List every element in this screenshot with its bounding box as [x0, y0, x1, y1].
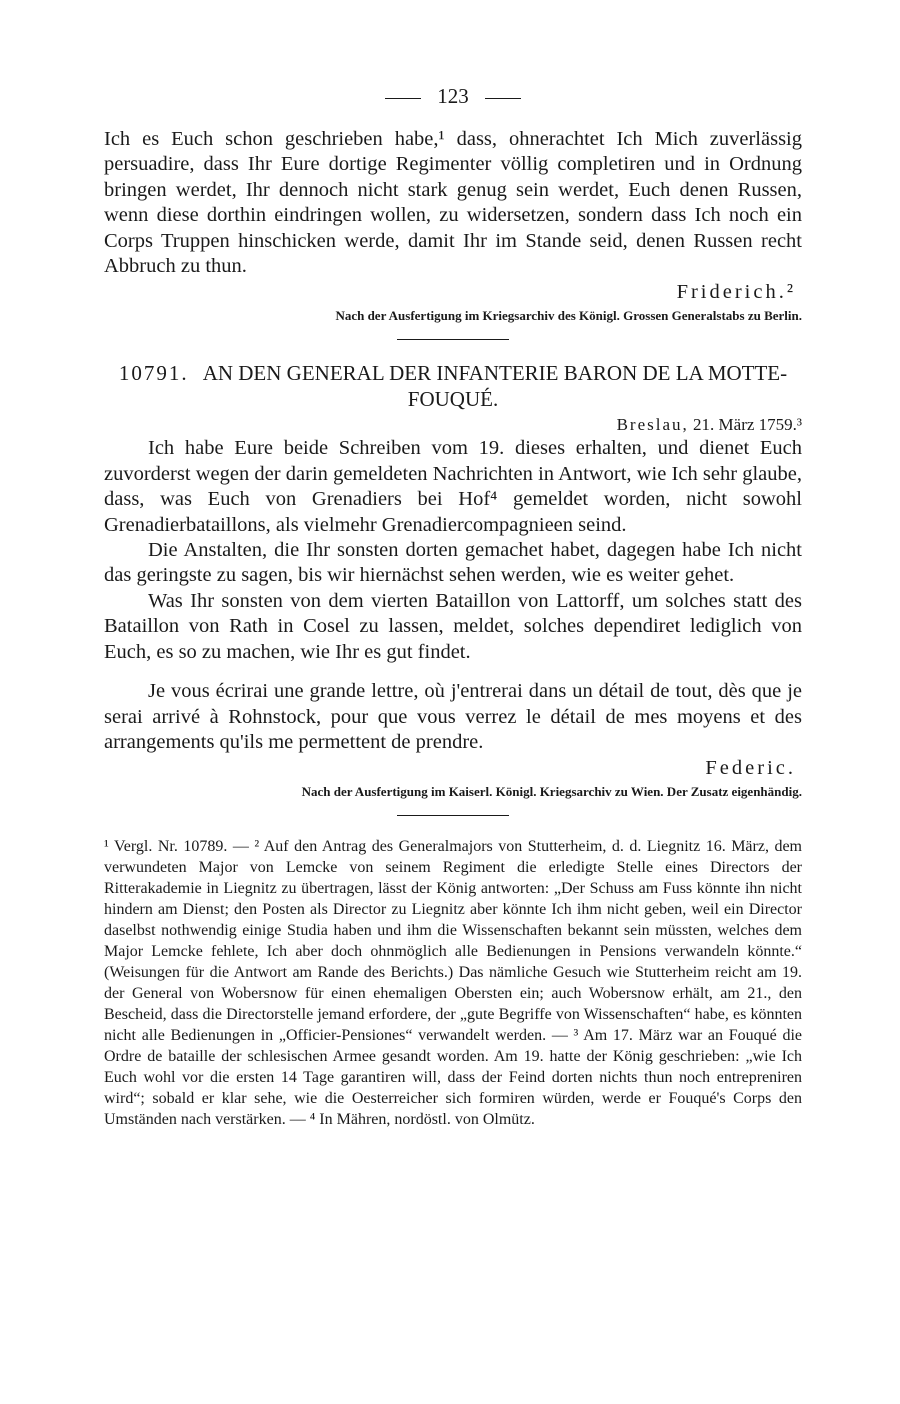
- letter-paragraph: Ich habe Eure beide Schreiben vom 19. dieses erhalten, und dienet Euch zuvorderst wegen der darin gemeldeten Nachrichten in Antwort, wie Ich sehr glaube, dass, was Euch von Grenadiers bei Hof⁴ gemeldet worden, nicht sowohl Grenadierbataillons, als vielmehr Grenadiercompagnieen seind.: [104, 437, 802, 536]
- footnotes: [104, 836, 802, 1130]
- postscript-paragraph: Je vous écrirai une grande lettre, où j'entrerai dans un détail de tout, dès que je serai arrivé à Rohnstock, pour que vous verrez le détail de mes moyens et des arrangements qu'ils me permettent de prendre.: [104, 680, 802, 753]
- section-divider: [397, 339, 509, 340]
- page-number: 123: [437, 84, 469, 108]
- letter-paragraph: Ich es Euch schon geschrieben habe,¹ dass, ohnerachtet Ich Mich zuverlässig persuadire, dass Ihr Eure dortige Regimenter völlig completiren und in Ordnung bringen werdet, Ihr dennoch nicht stark genug sein werdet, Euch denen Russen, wenn diese dorthin eindringen wollen, zu widersetzen, sondern dass Ich noch ein Corps Truppen hinschicken werde, damit Ihr im Stande seid, denen Russen recht Abbruch zu thun.: [104, 128, 802, 278]
- footnote-divider: [397, 815, 509, 816]
- source-note: Nach der Ausfertigung im Kaiserl. Königl. Kriegsarchiv zu Wien. Der Zusatz eigenhändig.: [301, 784, 802, 800]
- paragraph-gap: [104, 665, 802, 679]
- letter-paragraph: Was Ihr sonsten von dem vierten Bataillon von Lattorff, um solches statt des Bataillon von Rath in Cosel zu lassen, meldet, solches dependiret lediglich von Euch, es so zu machen, wie Ihr es gut findet.: [104, 589, 802, 663]
- dateline-place: Breslau,: [616, 415, 689, 435]
- dateline-date: 21. März 1759.³: [693, 415, 802, 435]
- footnote-text: ¹ Vergl. Nr. 10789. — ² Auf den Antrag des Generalmajors von Stutterheim, d. d. Liegnitz 16. März, dem verwundeten Major von Lemcke von seinem Regiment die erledigte Stelle eines Directors der Ritterakademie in Liegnitz zu übertragen, lässt der König antworten: „Der Schuss am Fuss könnte ihn nicht hindern am Dienst; den Posten als Director zu Liegnitz aber könnte Ich ihm nicht geben, weil ein Director daselbst nothwendig einige Studia haben und ihm die Wissenschaften bekannt sein müssten, welches dem Major Lemcke fehlete, Ich aber doch ohnmöglich alle Bedienungen in Pensions verwandeln könnte.“ (Weisungen für die Antwort am Rande des Berichts.) Das nämliche Gesuch wie Stutterheim reicht am 19. der General von Wobersnow für einen ehemaligen Obersten ein; auch Wobersnow erhält, am 21., den Bescheid, dass die Directorstelle jemand erfordere, der „gute Begriffe von Wissenschaften“ habe, es könnten nicht alle Bedienungen in „Officier-Pensiones“ verwandelt werden. — ³ Am 17. März war an Fouqué die Ordre de bataille der schlesischen Armee gesandt worden. Am 19. hatte der König geschrieben: „wie Ich Euch wohl vor die ersten 14 Tage garantiren will, dass der Feind dorten nichts thun noch entrepreniren wird“; sobald er klar sehe, wie die Oesterreicher sich formiren würden, werde er Fouqué's Corps den Umständen nach verstärken. — ⁴ In Mähren, nordöstl. von Olmütz.: [104, 838, 802, 1129]
- previous-letter-end: [104, 127, 802, 279]
- header-dash-right: [485, 98, 521, 99]
- signature-federic: Federic.: [705, 757, 796, 780]
- document-page: [104, 84, 802, 1130]
- page-header: [104, 84, 802, 109]
- source-note: Nach der Ausfertigung im Kriegsarchiv des Königl. Grossen Generalstabs zu Berlin.: [335, 308, 802, 324]
- signature-friderich: Friderich.²: [676, 281, 796, 304]
- letter-heading: [104, 360, 802, 412]
- letter-paragraph: Die Anstalten, die Ihr sonsten dorten gemachet habet, dagegen habe Ich nicht das geringste zu sagen, bis wir hiernächst sehen werden, wie es weiter gehet.: [104, 539, 802, 587]
- dateline: [104, 414, 802, 436]
- header-dash-left: [385, 98, 421, 99]
- letter-addressee: AN DEN GENERAL DER INFANTERIE BARON DE LA MOTTE-FOUQUÉ.: [202, 361, 788, 412]
- letter-number: 10791.: [118, 361, 189, 386]
- letter-body: [104, 436, 802, 755]
